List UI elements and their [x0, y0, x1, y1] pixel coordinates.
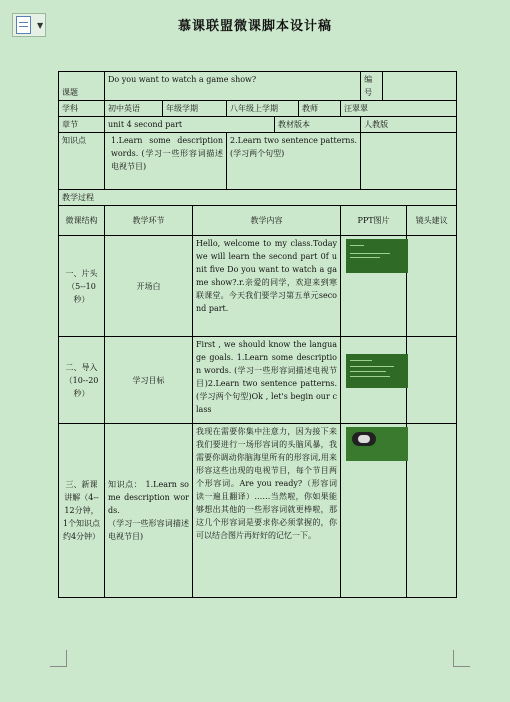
knowledge-label: 知识点 [59, 133, 105, 190]
ppt-thumbnail-2 [346, 354, 408, 388]
script-table [58, 71, 457, 598]
teacher-value: 汪翠翠 [341, 101, 457, 117]
row3-content: 我现在需要你集中注意力，因为接下来我们要进行一场形容词的头脑风暴，我需要你调动你脑海里所有的形容词,用来形容这些出现的电视节目，每个节目两个形容词。Are you ready?（形容词读一遍且翻译）……当然啦，你如果能够想出其他的一些形容词就更棒啦，那这几个形容词是要求你必须掌握的，你可以结合图片再好好的记忆一下。 [193, 424, 341, 598]
edition-label: 教材版本 [275, 117, 361, 133]
row3-shot [407, 424, 457, 598]
number-label: 编号 [361, 72, 383, 101]
col-ppt: PPT图片 [341, 206, 407, 236]
row1-step: 开场白 [105, 236, 193, 337]
ppt-thumbnail-3 [346, 427, 408, 461]
col-structure: 微课结构 [59, 206, 105, 236]
page-corner-mark-right [453, 650, 470, 667]
knowledge-blank [361, 133, 457, 190]
subject-label: 学科 [59, 101, 105, 117]
number-value [383, 72, 457, 101]
teacher-label: 教师 [299, 101, 341, 117]
row3-structure: 三、新课讲解（4--12分钟，1个知识点约4分钟） [59, 424, 105, 598]
col-content: 教学内容 [193, 206, 341, 236]
subject-value: 初中英语 [105, 101, 163, 117]
col-step: 教学环节 [105, 206, 193, 236]
row1-ppt [341, 236, 407, 337]
row2-step: 学习目标 [105, 337, 193, 424]
row2-shot [407, 337, 457, 424]
row3-step [105, 424, 193, 598]
row1-content: Hello, welcome to my class.Today we will learn the second part 0f unit five Do you want to watch a game show?.r.亲爱的同学，欢迎来到寒联课堂。今天我们要学习第五单元second part. [193, 236, 341, 337]
topic-label: 课题 [59, 72, 105, 101]
knowledge-point-2: 2.Learn two sentence patterns.(学习两个句型) [227, 133, 361, 190]
row2-content: First , we should know the language goals. 1.Learn some description words. (学习一些形容词描述电视节目)2.Learn two sentence patterns. (学习两个句型)Ok , let's begin our class [193, 337, 341, 424]
row2-ppt [341, 337, 407, 424]
section-value: unit 4 second part [105, 117, 275, 133]
edition-value: 人教版 [361, 117, 457, 133]
topic-value: Do you want to watch a game show? [105, 72, 361, 101]
col-shot: 镜头建议 [407, 206, 457, 236]
ppt-thumbnail-1 [346, 239, 408, 273]
row1-shot [407, 236, 457, 337]
process-label: 教学过程 [59, 190, 457, 206]
chevron-down-icon: ▼ [37, 20, 44, 30]
knowledge-point-1: 1.Learn some description words. (学习一些形容词描述电视节目) [105, 133, 227, 190]
term-value: 八年级上学期 [227, 101, 299, 117]
page-title: 慕课联盟微课脚本设计稿 [177, 19, 332, 34]
page-corner-mark-left [50, 650, 67, 667]
section-label: 章节 [59, 117, 105, 133]
row3-ppt [341, 424, 407, 598]
row2-structure: 二、导入（10--20秒） [59, 337, 105, 424]
row1-structure: 一、片头（5--10秒） [59, 236, 105, 337]
term-label: 年级学期 [163, 101, 227, 117]
table-row [59, 236, 457, 337]
table-row [59, 337, 457, 424]
row3-step-line2: （学习一些形容词描述电视节目) [108, 519, 189, 541]
table-row [59, 424, 457, 598]
row3-step-line1: 知识点： 1.Learn some description words. [108, 480, 189, 515]
